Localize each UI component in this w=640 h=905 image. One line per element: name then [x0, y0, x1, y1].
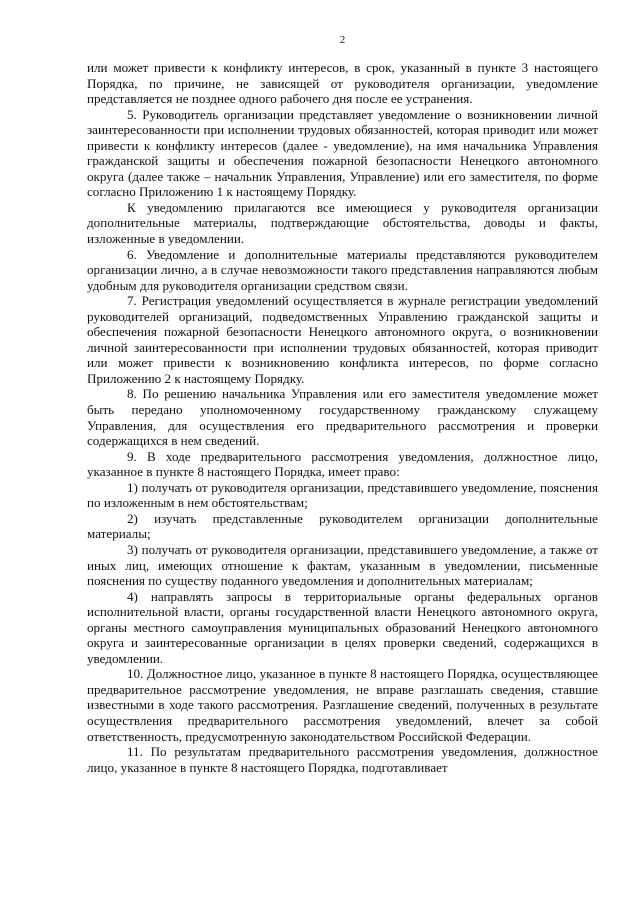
paragraph-subitem-2: 2) изучать представленные руководителем организации дополнительные материалы; — [87, 510, 598, 542]
paragraph-attachments: К уведомлению прилагаются все имеющиеся у руководителя организации дополнительные материалы, подтверждающие обстоятельства, доводы и факты, изложенные в уведомлении. — [87, 199, 598, 247]
paragraph-item-10: 10. Должностное лицо, указанное в пункте 8 настоящего Порядка, осуществляющее предварительное рассмотрение уведомления, не вправе разглашать сведения, ставшие известными в ходе такого рассмотрения. Разглашение сведений, полученных в результате осуществления предварительного рассмотрения уведомлений, влечет за собой ответственность, предусмотренную законодательством Российской Федерации. — [87, 666, 598, 744]
paragraph-item-11: 11. По результатам предварительного рассмотрения уведомления, должностное лицо, указанное в пункте 8 настоящего Порядка, подготавливает — [87, 744, 598, 775]
paragraph-subitem-4: 4) направлять запросы в территориальные органы федеральных органов исполнительной власти, органы государственной власти Ненецкого автономного округа, органы местного самоуправления муниципальных образований Ненецкого автономного округа и заинтересованные организации в целях проверки сведений, содержащихся в уведомлении. — [87, 588, 598, 666]
paragraph-item-9: 9. В ходе предварительного рассмотрения уведомления, должностное лицо, указанное в пункте 8 настоящего Порядка, имеет право: — [87, 448, 598, 480]
paragraph-item-6: 6. Уведомление и дополнительные материалы представляются руководителем организации лично, а в случае невозможности такого представления направляются любым удобным для руководителя организации средством связи. — [87, 246, 598, 293]
paragraph-item-5: 5. Руководитель организации представляет уведомление о возникновении личной заинтересованности при исполнении трудовых обязанностей, которая приводит или может привести к конфликту интересов (далее - уведомление), на имя начальника Управления гражданской защиты и обеспечения пожарной безопасности Ненецкого автономного округа (далее также – начальник Управления, Управление) или его заместителя, по форме согласно Приложению 1 к настоящему Порядку. — [87, 106, 598, 200]
paragraph-subitem-3: 3) получать от руководителя организации, представившего уведомление, а также от иных лиц, имеющих отношение к фактам, указанным в уведомлении, письменные пояснения по существу поданного уведомления и дополнительных материалам; — [87, 541, 598, 589]
paragraph-item-7: 7. Регистрация уведомлений осуществляется в журнале регистрации уведомлений руководителей организаций, подведомственных Управлению гражданской защиты и обеспечения пожарной безопасности Ненецкого автономного округа, о возникновении личной заинтересованности при исполнении трудовых обязанностей, которая приводит или может привести к возникновению конфликта интересов, по форме согласно Приложению 2 к настоящему Порядку. — [87, 293, 598, 386]
paragraph-item-8: 8. По решению начальника Управления или его заместителя уведомление может быть передано уполномоченному государственному гражданскому служащему Управления, для осуществления его предварительного рассмотрения и проверки содержащихся в нем сведений. — [87, 386, 598, 449]
page-number: 2 — [339, 34, 346, 46]
paragraph-subitem-1: 1) получать от руководителя организации, представившего уведомление, пояснения по изложенным в нем обстоятельствам; — [87, 479, 598, 511]
paragraph-continuation: или может привести к конфликту интересов, в срок, указанный в пункте 3 настоящего Порядка, по причине, не зависящей от руководителя организации, уведомление представляется не позднее одного рабочего дня после ее устранения. — [87, 60, 598, 107]
